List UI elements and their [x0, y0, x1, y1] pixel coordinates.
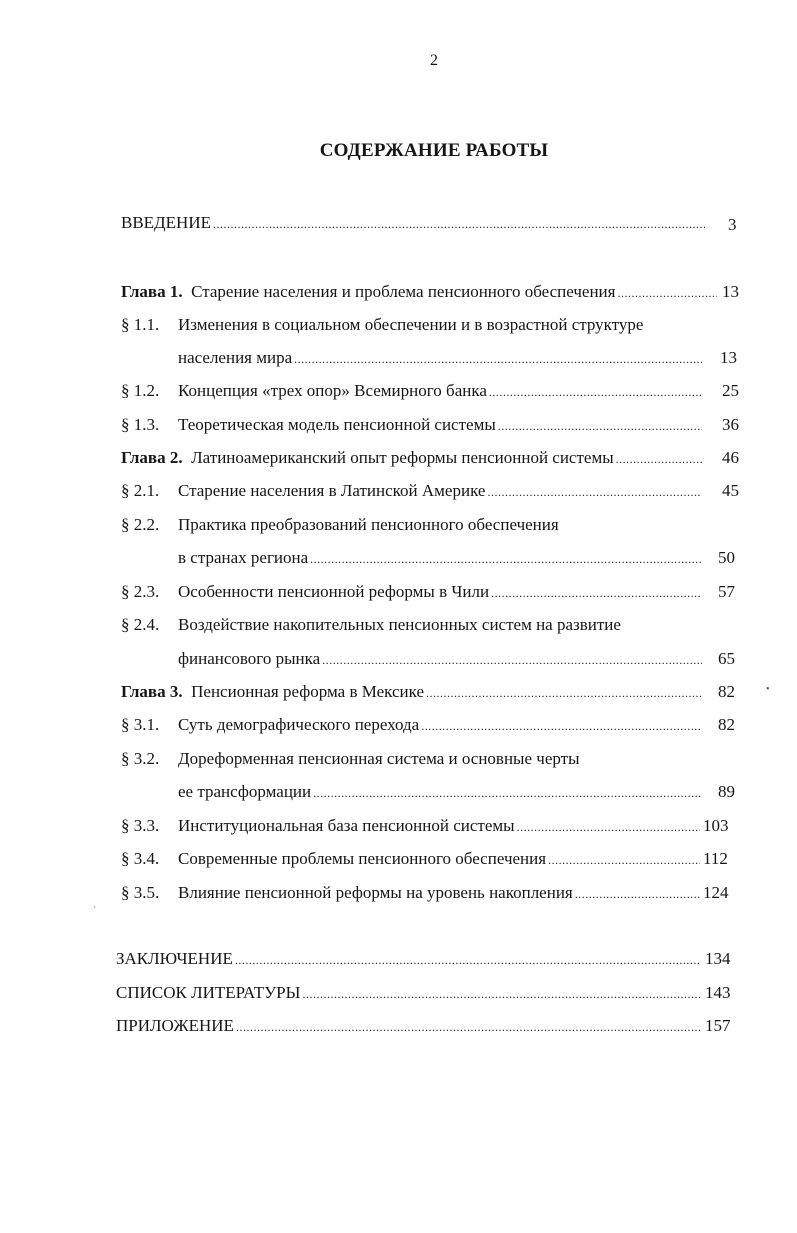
- section-number: § 2.3.: [121, 582, 160, 601]
- toc-page-ref: 36: [722, 415, 739, 434]
- section-title-line2: населения мира: [178, 348, 293, 367]
- toc-section-2-2[interactable]: [178, 547, 702, 569]
- dot-leader: [498, 415, 702, 437]
- dot-leader: [489, 381, 702, 403]
- dot-leader: [310, 548, 702, 570]
- dot-leader: [213, 213, 705, 235]
- toc-entry-label: ПРИЛОЖЕНИЕ: [116, 1016, 234, 1035]
- section-title-line2: финансового рынка: [178, 649, 321, 668]
- dot-leader: [517, 816, 700, 838]
- section-title: Современные проблемы пенсионного обеспечения: [178, 849, 547, 868]
- section-title: Старение населения в Латинской Америке: [178, 481, 486, 500]
- section-title-line1[interactable]: Практика преобразований пенсионного обеспечения: [178, 515, 559, 534]
- toc-page-ref: 143: [705, 983, 731, 1002]
- toc-page-ref: 82: [718, 715, 735, 734]
- toc-entry-references[interactable]: [116, 982, 700, 1004]
- toc-entry-label: СПИСОК ЛИТЕРАТУРЫ: [116, 983, 301, 1002]
- scan-speck: •: [766, 684, 770, 695]
- toc-section-3-1[interactable]: [178, 714, 702, 736]
- toc-chapter-2[interactable]: [121, 447, 703, 469]
- toc-page-ref: 65: [718, 649, 735, 668]
- dot-leader: [487, 481, 702, 503]
- toc-section-1-2[interactable]: [178, 380, 702, 402]
- toc-section-3-3[interactable]: [178, 815, 700, 837]
- chapter-label: Глава 1.: [121, 282, 183, 301]
- toc-entry-intro[interactable]: [121, 212, 705, 234]
- toc-page-ref: 50: [718, 548, 735, 567]
- dot-leader: [548, 849, 700, 871]
- toc-page-ref: 82: [718, 682, 735, 701]
- dot-leader: [421, 715, 702, 737]
- section-title-line1[interactable]: Изменения в социальном обеспечении и в возрастной структуре: [178, 315, 644, 334]
- section-title: Теоретическая модель пенсионной системы: [178, 415, 496, 434]
- section-title: Суть демографического перехода: [178, 715, 420, 734]
- dot-leader: [294, 348, 702, 370]
- toc-page-ref: 57: [718, 582, 735, 601]
- section-title-line1[interactable]: Дореформенная пенсионная система и основные черты: [178, 749, 580, 768]
- section-number: § 3.1.: [121, 715, 160, 734]
- toc-section-2-1[interactable]: [178, 480, 702, 502]
- section-title-line2: ее трансформации: [178, 782, 312, 801]
- dot-leader: [616, 448, 703, 470]
- toc-entry-label: ВВЕДЕНИЕ: [121, 213, 211, 232]
- dot-leader: [236, 1016, 700, 1038]
- toc-section-3-2[interactable]: [178, 781, 702, 803]
- toc-section-3-5[interactable]: [178, 882, 700, 904]
- chapter-label: Глава 2.: [121, 448, 183, 467]
- dot-leader: [575, 883, 700, 905]
- chapter-title: Латиноамериканский опыт реформы пенсионной системы: [191, 448, 614, 467]
- chapter-title: Пенсионная реформа в Мексике: [191, 682, 425, 701]
- section-title: Институциональная база пенсионной системы: [178, 816, 515, 835]
- toc-section-1-1[interactable]: [178, 347, 702, 369]
- toc-page-ref: 124: [703, 883, 729, 902]
- toc-page-ref: 157: [705, 1016, 731, 1035]
- toc-entry-appendix[interactable]: [116, 1015, 700, 1037]
- section-number: § 3.3.: [121, 816, 160, 835]
- chapter-title: Старение населения и проблема пенсионного обеспечения: [191, 282, 616, 301]
- section-title-line1[interactable]: Воздействие накопительных пенсионных систем на развитие: [178, 615, 621, 634]
- dot-leader: [302, 983, 700, 1005]
- toc-entry-label: ЗАКЛЮЧЕНИЕ: [116, 949, 233, 968]
- toc-section-2-3[interactable]: [178, 581, 702, 603]
- toc-page-ref: 112: [703, 849, 728, 868]
- dot-leader: [617, 282, 717, 304]
- section-number: § 1.1.: [121, 315, 160, 334]
- toc-page-ref: 89: [718, 782, 735, 801]
- chapter-label: Глава 3.: [121, 682, 183, 701]
- toc-chapter-3[interactable]: [121, 681, 703, 703]
- section-number: § 3.2.: [121, 749, 160, 768]
- toc-page-ref: 13: [720, 348, 737, 367]
- toc-chapter-1[interactable]: [121, 281, 717, 303]
- dot-leader: [313, 782, 702, 804]
- toc-page-ref: 103: [703, 816, 729, 835]
- section-number: § 2.4.: [121, 615, 160, 634]
- section-title: Особенности пенсионной реформы в Чили: [178, 582, 490, 601]
- toc-section-3-4[interactable]: [178, 848, 700, 870]
- section-title: Концепция «трех опор» Всемирного банка: [178, 381, 487, 400]
- dot-leader: [426, 682, 703, 704]
- toc-page-ref: 45: [722, 481, 739, 500]
- section-title-line2: в странах региона: [178, 548, 309, 567]
- toc-page-ref: 46: [722, 448, 739, 467]
- section-number: § 2.1.: [121, 481, 160, 500]
- scan-speck: `: [93, 906, 97, 917]
- toc-section-1-3[interactable]: [178, 414, 702, 436]
- dot-leader: [491, 582, 702, 604]
- dot-leader: [322, 649, 702, 671]
- section-number: § 2.2.: [121, 515, 160, 534]
- page-title: СОДЕРЖАНИЕ РАБОТЫ: [319, 140, 549, 161]
- toc-page-ref: 3: [728, 215, 737, 234]
- page-number: 2: [430, 52, 438, 69]
- toc-page-ref: 13: [722, 282, 739, 301]
- toc-entry-conclusion[interactable]: [116, 948, 700, 970]
- section-title: Влияние пенсионной реформы на уровень накопления: [178, 883, 573, 902]
- section-number: § 1.2.: [121, 381, 160, 400]
- section-number: § 1.3.: [121, 415, 160, 434]
- toc-section-2-4[interactable]: [178, 648, 702, 670]
- toc-page-ref: 25: [722, 381, 739, 400]
- toc-page-ref: 134: [705, 949, 731, 968]
- section-number: § 3.5.: [121, 883, 160, 902]
- dot-leader: [235, 949, 700, 971]
- section-number: § 3.4.: [121, 849, 160, 868]
